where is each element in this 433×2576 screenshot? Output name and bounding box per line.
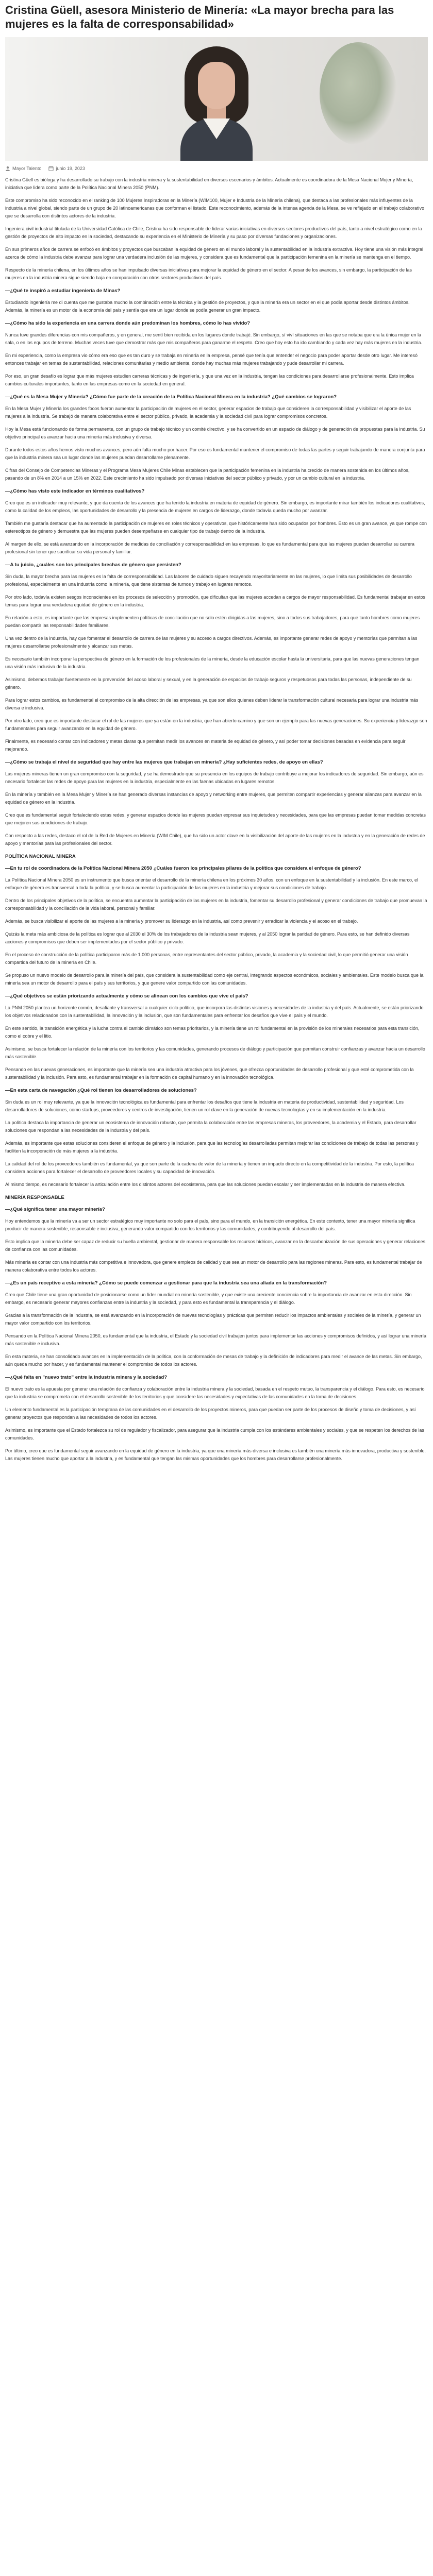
paragraph: Hoy la Mesa está funcionando de forma permanente, con un grupo de trabajo técnico y un comité directivo, y se ha convertido en un espacio de diálogo y de generación de propuestas para la industria. Su objetivo principal es avanzar hacia una minería más inclusiva y diversa.: [5, 427, 425, 439]
interview-question: —¿Qué significa tener una mayor minería?: [5, 1207, 105, 1212]
interview-question: —¿Cómo se trabaja el nivel de seguridad que hay entre las mujeres que trabajan en minería? ¿Hay suficientes redes, de apoyo en ellas?: [5, 759, 323, 765]
interview-question: —¿Cómo ha sido la experiencia en una carrera donde aún predominan los hombres, cómo lo has vivido?: [5, 320, 251, 326]
article-title: Cristina Güell, asesora Ministerio de Minería: «La mayor brecha para las mujeres es la falta de corresponsabilidad»: [5, 4, 394, 30]
paragraph: En relación a esto, es importante que las empresas implementen políticas de conciliación que no solo estén dirigidas a las mujeres, sino a todos sus trabajadores, para que tanto hombres como mujeres puedan compartir las responsabilidades familiares.: [5, 615, 420, 628]
portrait: [180, 46, 253, 161]
paragraph: Con respecto a las redes, destaco el rol de la Red de Mujeres en Minería (WIM Chile), que ha sido un actor clave en la visibilización del aporte de las mujeres en la industria y en la generación de redes de apoyo y mentorías para las profesionales del sector.: [5, 833, 425, 846]
paragraph: Al mismo tiempo, es necesario fortalecer la articulación entre los distintos actores del ecosistema, para que las soluciones puedan escalar y ser implementadas en la industria de manera efectiva.: [5, 1182, 406, 1187]
paragraph: Por último, creo que es fundamental seguir avanzando en la equidad de género en la industria, ya que una minería más diversa e inclusiva es también una minería más innovadora, productiva y sostenible. Las mujeres tienen mucho que aportar a la industria, y es fundamental que tengan las mismas oportunidades que los hombres para desarrollarse profesionalmente.: [5, 1448, 426, 1461]
paragraph: Por otro lado, todavía existen sesgos inconscientes en los procesos de selección y promoción, que dificultan que las mujeres accedan a cargos de mayor responsabilidad. Es fundamental trabajar en estos temas para lograr una verdadera equidad de género en la industria.: [5, 595, 425, 607]
paragraph: Pensando en las nuevas generaciones, es importante que la minería sea una industria atractiva para los jóvenes, que ofrezca oportunidades de desarrollo profesional y que esté comprometida con la sustentabilidad y la inclusión. Para esto, es fundamental trabajar en la formación de capital humano y en la innovación tecnológica.: [5, 1067, 414, 1080]
paragraph: Por eso, un gran desafío es lograr que más mujeres estudien carreras técnicas y de ingeniería, y que una vez en la industria, tengan las condiciones para desarrollarse profesionalmente. Esto implica cambios culturales importantes, tanto en las empresas como en la sociedad en general.: [5, 374, 414, 386]
paragraph: Ingeniera civil industrial titulada de la Universidad Católica de Chile, Cristina ha sido responsable de liderar varias iniciativas en diversos sectores productivos del país, tanto a nivel estratégico como en la gestión de proyectos de alto impacto en la sociedad, destacando su experiencia en el Ministerio de Minería y su paso por diversas fundaciones y organizaciones.: [5, 226, 422, 239]
interview-question: —¿Es un país receptivo a esta minería? ¿Cómo se puede comenzar a gestionar para que la industria sea una aliada en la transformación?: [5, 1280, 327, 1286]
article: [5, 0, 428, 1463]
paragraph: Una vez dentro de la industria, hay que fomentar el desarrollo de carrera de las mujeres y su acceso a cargos directivos. Además, es importante generar redes de apoyo y mentorías que permitan a las mujeres desarrollarse profesionalmente y alcanzar sus metas.: [5, 636, 418, 649]
paragraph: Creo que Chile tiene una gran oportunidad de posicionarse como un líder mundial en minería sostenible, y que existe una creciente conciencia sobre la importancia de avanzar en esta dirección. Sin embargo, es necesario generar mayores confianzas entre la industria y la sociedad, y para esto es fundamental la transparencia y el diálogo.: [5, 1292, 412, 1305]
section-heading: MINERÍA RESPONSABLE: [5, 1195, 64, 1200]
paragraph: Cifras del Consejo de Competencias Mineras y el Programa Mesa Mujeres Chile Minas establecen que la participación femenina en la industria ha crecido de manera sostenida en los últimos años, pasando de un 8% en 2014 a un 15% en 2022. Este crecimiento ha sido impulsado por diversas iniciativas del sector público y privado, y por un cambio cultural en la industria.: [5, 468, 410, 481]
paragraph: En esta materia, se han consolidado avances en la implementación de la política, con la conformación de mesas de trabajo y la definición de indicadores para medir el avance de las metas. Sin embargo, aún queda mucho por hacer, y es fundamental mantener el compromiso de todos los actores.: [5, 1354, 422, 1367]
paragraph: Al margen de ello, se está avanzando en la incorporación de medidas de conciliación y corresponsabilidad en las empresas, lo que es fundamental para que las mujeres puedan desarrollar su carrera profesional sin tener que sacrificar su vida personal y familiar.: [5, 541, 414, 554]
section-heading: POLÍTICA NACIONAL MINERA: [5, 854, 76, 859]
paragraph: Sin duda es un rol muy relevante, ya que la innovación tecnológica es fundamental para enfrentar los desafíos que tiene la industria en materia de productividad, sustentabilidad y seguridad. Los desarrolladores de soluciones, como startups, proveedores y centros de investigación, tienen un rol clave en la generación de nuevas tecnologías y en su implementación en la industria.: [5, 1099, 404, 1112]
paragraph: Además, se busca visibilizar el aporte de las mujeres a la minería y promover su liderazgo en la industria, así como prevenir y erradicar la violencia y el acoso en el trabajo.: [5, 919, 358, 924]
interview-question: —¿Qué es la Mesa Mujer y Minería? ¿Cómo fue parte de la creación de la Política Nacional Minera en la industria? ¿Qué cambios se lograron?: [5, 394, 337, 400]
date-meta: [48, 166, 85, 171]
paragraph: Asimismo, debemos trabajar fuertemente en la prevención del acoso laboral y sexual, y en la generación de espacios de trabajo seguros y respetuosos para todas las personas, independiente de su género.: [5, 677, 412, 690]
paragraph: Cristina Güell es bióloga y ha desarrollado su trabajo con la industria minera y la sustentabilidad en diversos escenarios y ámbitos. Actualmente es coordinadora de la Mesa Nacional Mujer y Minería, iniciativa que lidera como parte de la Política Nacional Minera 2050 (PNM).: [5, 177, 413, 190]
paragraph: Más minería es contar con una industria más competitiva e innovadora, que genere empleos de calidad y que sea un motor de desarrollo para las regiones mineras. Para esto, es fundamental trabajar de manera colaborativa entre todos los actores.: [5, 1260, 422, 1273]
portrait-face: [198, 62, 235, 109]
paragraph: La PNM 2050 plantea un horizonte común, desafiante y transversal a cualquier ciclo político, que incorpora las distintas visiones y necesidades de la industria y del país. Actualmente, se están priorizando los objetivos relacionados con la sustentabilidad, la innovación y la inclusión, que son fundamentales para enfrentar los desafíos que vive el país y el mundo.: [5, 1005, 424, 1018]
paragraph: Se propuso un nuevo modelo de desarrollo para la minería del país, que considera la sustentabilidad como eje central, integrando aspectos económicos, sociales y ambientales. Este modelo busca que la minería sea un motor de desarrollo para el país y sus territorios, y que genere valor compartido con las comunidades.: [5, 973, 424, 986]
paragraph: Pensando en la Política Nacional Minera 2050, es fundamental que la industria, el Estado y la sociedad civil trabajen juntos para implementar las acciones y compromisos definidos, y así lograr una minería más sostenible e inclusiva.: [5, 1333, 426, 1346]
calendar-icon: [48, 166, 54, 171]
article-body: [5, 176, 428, 1463]
author-name[interactable]: Mayor Talento: [12, 166, 42, 171]
paragraph: Asimismo, es importante que el Estado fortalezca su rol de regulador y fiscalizador, para asegurar que la industria cumpla con los estándares ambientales y sociales, y que se respeten los derechos de las comunidades.: [5, 1428, 424, 1440]
paragraph: Es necesario también incorporar la perspectiva de género en la formación de los profesionales de la minería, desde la educación escolar hasta la universitaria, para que las nuevas generaciones tengan una visión más inclusiva de la industria.: [5, 656, 420, 669]
paragraph: En mi experiencia, como la empresa vio cómo era eso que es tan duro y se trabaja en minería en la empresa, pensé que tenía que entender el negocio para poder aportar desde otro lugar. Me interesó entonces trabajar en temas de sustentabilidad, relaciones comunitarias y medio ambiente, donde hay muchas más mujeres trabajando y pude desarrollar mi carrera.: [5, 353, 418, 366]
interview-question: —A tu juicio, ¿cuáles son los principales brechas de género que persisten?: [5, 562, 181, 568]
paragraph: Gracias a la transformación de la industria, se está avanzando en la incorporación de nuevas tecnologías y prácticas que permiten reducir los impactos ambientales y sociales de la minería, y generar un mayor valor compartido con los territorios.: [5, 1313, 421, 1326]
paragraph: Respecto de la minería chilena, en los últimos años se han impulsado diversas iniciativas para mejorar la equidad de género en el sector. A pesar de los avances, sin embargo, la participación de las mujeres en la industria minera sigue siendo baja en comparación con otros sectores productivos del país.: [5, 267, 412, 280]
paragraph: La calidad del rol de los proveedores también es fundamental, ya que son parte de la cadena de valor de la minería y tienen un impacto directo en la competitividad de la industria. Por esto, la política considera acciones para fortalecer el desarrollo de proveedores locales y su capacidad de innovación.: [5, 1161, 414, 1174]
paragraph: Un elemento fundamental es la participación temprana de las comunidades en el desarrollo de los proyectos mineros, para que puedan ser parte de los procesos de diseño y toma de decisiones, y así generar proyectos que respondan a las necesidades de todos los actores.: [5, 1407, 416, 1420]
paragraph: En este sentido, la transición energética y la lucha contra el cambio climático son temas prioritarios, y la minería tiene un rol fundamental en la provisión de los minerales necesarios para esta transición, como el cobre y el litio.: [5, 1026, 420, 1039]
paragraph: Las mujeres mineras tienen un gran compromiso con la seguridad, y se ha demostrado que su presencia en los equipos de trabajo contribuye a mejorar los indicadores de seguridad. Sin embargo, aún es necesario fortalecer las redes de apoyo para las mujeres en la industria, especialmente en las faenas ubicadas en lugares remotos.: [5, 771, 424, 784]
paragraph: Asimismo, se busca fortalecer la relación de la minería con los territorios y las comunidades, generando procesos de diálogo y participación que permitan construir confianzas y avanzar hacia un desarrollo más sostenible.: [5, 1046, 425, 1059]
paragraph: Además, es importante que estas soluciones consideren el enfoque de género y la inclusión, para que las tecnologías desarrolladas permitan mejorar las condiciones de trabajo de todas las personas y faciliten la incorporación de más mujeres a la industria.: [5, 1141, 419, 1154]
paragraph: Estudiando ingeniería me di cuenta que me gustaba mucho la combinación entre la técnica y la gestión de proyectos, y que la minería era un sector en el que podía aportar desde distintos ámbitos. Además, la minería es un motor de la economía del país y sentía que era un lugar donde se podía generar un gran impacto.: [5, 300, 410, 313]
paragraph: La Política Nacional Minera 2050 es un instrumento que busca orientar el desarrollo de la minería chilena en los próximos 30 años, con un enfoque en la sustentabilidad y la inclusión. En este marco, el enfoque de género es transversal a toda la política, y se busca aumentar la participación de las mujeres en la industria y mejorar sus condiciones de trabajo.: [5, 877, 418, 890]
paragraph: Por otro lado, creo que es importante destacar el rol de las mujeres que ya están en la industria, que han abierto camino y que son un ejemplo para las nuevas generaciones. Su experiencia y liderazgo son fundamentales para seguir avanzando en la equidad de género.: [5, 718, 427, 731]
interview-question: —¿Qué te inspiró a estudiar ingeniería de Minas?: [5, 288, 121, 294]
interview-question: —¿Cómo has visto este indicador en términos cualitativos?: [5, 488, 145, 494]
paragraph: Esto implica que la minería debe ser capaz de reducir su huella ambiental, gestionar de manera responsable los recursos hídricos, avanzar en la descarbonización de sus operaciones y generar relaciones de confianza con las comunidades.: [5, 1239, 425, 1252]
paragraph: En la minería y también en la Mesa Mujer y Minería se han generado diversas instancias de apoyo y networking entre mujeres, que permiten compartir experiencias y generar alianzas para avanzar en la equidad de género en la industria.: [5, 792, 422, 805]
paragraph: Finalmente, es necesario contar con indicadores y metas claras que permitan medir los avances en materia de equidad de género, y así poder tomar decisiones basadas en evidencia para seguir mejorando.: [5, 739, 406, 752]
paragraph: En la Mesa Mujer y Minería los grandes focos fueron aumentar la participación de mujeres en el sector, generar espacios de trabajo que consideren la corresponsabilidad y visibilizar el aporte de las mujeres a la industria. Se trabajó de manera colaborativa entre el sector público, privado, la academia y la sociedad civil para lograr compromisos concretos.: [5, 406, 411, 419]
paragraph: Quizás la meta más ambiciosa de la política es lograr que al 2030 el 30% de los trabajadores de la industria sean mujeres, y al 2050 lograr la paridad de género. Para esto, se han definido diversas acciones y compromisos que deben ser implementados por el sector público y privado.: [5, 931, 410, 944]
paragraph: El nuevo trato es la apuesta por generar una relación de confianza y colaboración entre la industria minera y la sociedad, basada en el respeto mutuo, la transparencia y el diálogo. Para esto, es necesario que la industria se comprometa con el desarrollo sostenible de los territorios y que considere las necesidades y expectativas de las comunidades en la toma de decisiones.: [5, 1386, 425, 1399]
paragraph: Dentro de los principales objetivos de la política, se encuentra aumentar la participación de las mujeres en la industria, fomentar su desarrollo profesional y generar condiciones de trabajo que promuevan la corresponsabilidad y la conciliación de la vida laboral, personal y familiar.: [5, 898, 427, 911]
paragraph: Este compromiso ha sido reconocido en el ranking de 100 Mujeres Inspiradoras en la Minería (WIM100, Mujer e Industria de la Minería chilena), que destaca a las profesionales más influyentes de la industria a nivel global, siendo parte de un grupo de 20 latinoamericanas que conforman el listado. Este reconocimiento, además de la intensa agenda de la Mesa, se ve reflejado en el trabajo colaborativo que se desarrolla con distintos actores de la industria.: [5, 198, 425, 218]
interview-question: —¿Qué falta en "nuevo trato" entre la industria minera y la sociedad?: [5, 1375, 168, 1380]
paragraph: En sus primeros años de carrera se enfocó en ámbitos y proyectos que buscaban la equidad de género en el mundo laboral y la sustentabilidad en la industria extractiva. Hoy tiene una visión más integral acerca de cómo la industria debe avanzar para lograr una verdadera inclusión de las mujeres, y considera que es fundamental que la participación femenina en la minería se mantenga en el tiempo.: [5, 247, 423, 260]
paragraph: Para lograr estos cambios, es fundamental el compromiso de la alta dirección de las empresas, ya que son ellos quienes deben liderar la transformación cultural necesaria para lograr una industria más diversa e inclusiva.: [5, 698, 419, 710]
user-icon: [5, 166, 10, 171]
paragraph: Sin duda, la mayor brecha para las mujeres es la falta de corresponsabilidad. Las labores de cuidado siguen recayendo mayoritariamente en las mujeres, lo que limita sus posibilidades de desarrollo profesional, especialmente en una industria como la minería, que tiene sistemas de turnos y trabajo en lugares remotos.: [5, 574, 412, 587]
publish-date: junio 19, 2023: [56, 166, 85, 171]
plant-decoration: [320, 42, 397, 145]
interview-question: —¿Qué objetivos se están priorizando actualmente y cómo se alinean con los cambios que vive el país?: [5, 993, 248, 999]
paragraph: También me gustaría destacar que ha aumentado la participación de mujeres en roles técnicos y operativos, que históricamente han sido ocupados por hombres. Esto es un gran avance, ya que rompe con estereotipos de género y demuestra que las mujeres pueden desempeñarse en cualquier tipo de trabajo dentro de la industria.: [5, 521, 427, 534]
interview-question: —En esta carta de navegación ¿Qué rol tienen los desarrolladores de soluciones?: [5, 1088, 197, 1093]
article-meta: [5, 166, 428, 171]
interview-question: —En tu rol de coordinadora de la Política Nacional Minera 2050 ¿Cuáles fueron los principales pilares de la política que considera el enfoque de género?: [5, 866, 361, 871]
paragraph: En el proceso de construcción de la política participaron más de 1.000 personas, entre representantes del sector público, privado, la academia y la sociedad civil, lo que permitió generar una visión compartida del futuro de la minería en Chile.: [5, 952, 408, 965]
paragraph: Hoy entendemos que la minería va a ser un sector estratégico muy importante no solo para el país, sino para el mundo, en la transición energética. En este contexto, tener una mayor minería significa producir de manera sostenible, responsable e inclusiva, generando valor compartido con los territorios y las comunidades, y contribuyendo al desarrollo del país.: [5, 1218, 415, 1231]
paragraph: Creo que es un indicador muy relevante, y que da cuenta de los avances que ha tenido la industria en materia de equidad de género. Sin embargo, es importante mirar también los indicadores cualitativos, como la calidad de los empleos, las oportunidades de desarrollo y la presencia de mujeres en cargos de liderazgo, donde todavía queda mucho por avanzar.: [5, 500, 425, 513]
hero-photo: [5, 37, 428, 161]
paragraph: Creo que es fundamental seguir fortaleciendo estas redes, y generar espacios donde las mujeres puedan expresar sus inquietudes y necesidades, para que las empresas puedan tomar medidas concretas que mejoren sus condiciones de trabajo.: [5, 812, 426, 825]
paragraph: Durante todos estos años hemos visto muchos avances, pero aún falta mucho por hacer. Por eso es fundamental mantener el compromiso de todas las partes y seguir trabajando de manera conjunta para que la industria minera sea un lugar donde las mujeres puedan desarrollarse plenamente.: [5, 447, 425, 460]
paragraph: Nunca tuve grandes diferencias con mis compañeros, y en general, me sentí bien recibida en los lugares donde trabajé. Sin embargo, sí viví situaciones en las que se notaba que era la única mujer en la sala, o en los equipos de terreno. Muchas veces tuve que demostrar más que mis compañeros para ganarme el respeto. Creo que hoy esto ha ido cambiando y cada vez hay más mujeres en la industria.: [5, 332, 422, 345]
author-meta[interactable]: [5, 166, 41, 171]
paragraph: La política destaca la importancia de generar un ecosistema de innovación robusto, que permita la colaboración entre las empresas mineras, los proveedores, la academia y el Estado, para desarrollar soluciones que respondan a las necesidades de la industria y del país.: [5, 1120, 417, 1133]
